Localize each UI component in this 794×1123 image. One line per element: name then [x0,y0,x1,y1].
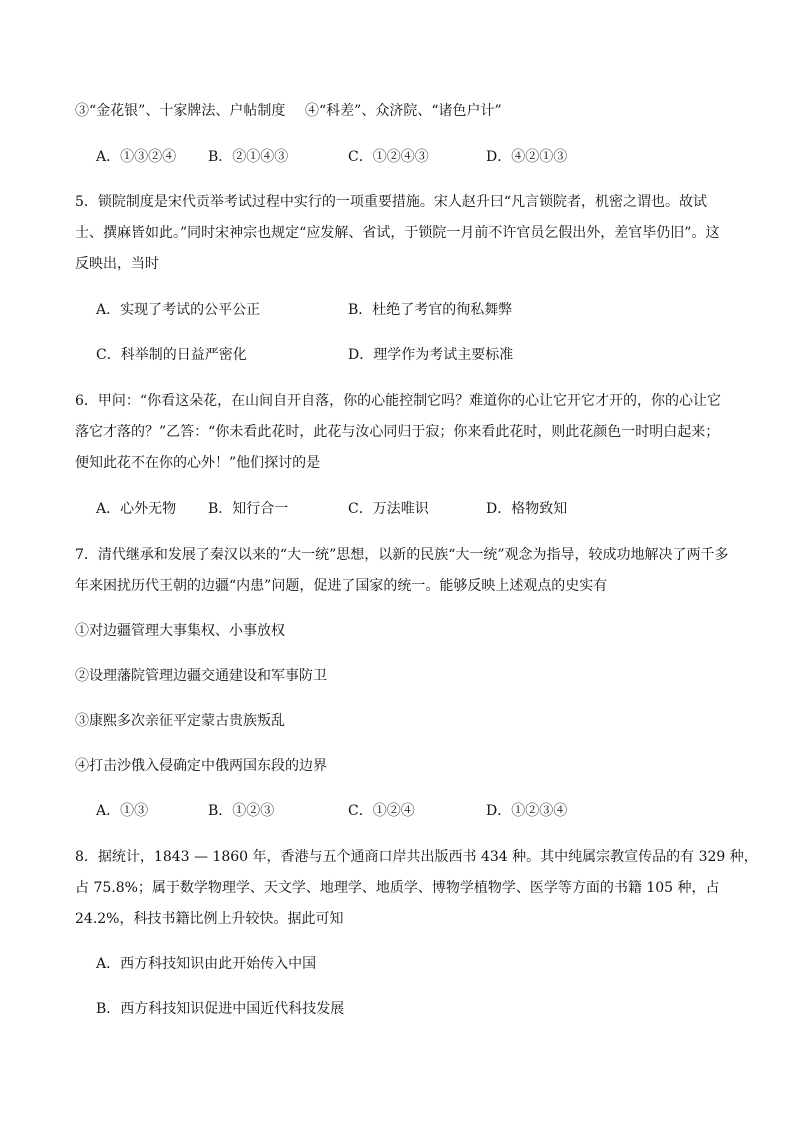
q4-option-b: B．②①④③ [208,149,289,165]
q5-option-d: D．理学作为考试主要标准 [348,347,514,363]
q8-option-a: A．西方科技知识由此开始传入中国 [96,956,317,972]
q7-option-b: B．①②③ [208,803,275,819]
q4-item-3: ③“金花银”、十家牌法、户帖制度 [75,103,286,119]
q8-stem-line-1: 8．据统计，1843 — 1860 年，香港与五个通商口岸共出版西书 434 种。其中纯属宗教宣传品的有 329 种， [75,849,758,865]
q8-option-b: B．西方科技知识促进中国近代科技发展 [96,1001,345,1017]
q6-stem-line-1: 6．甲问：“你看这朵花，在山间自开自落，你的心能控制它吗？难道你的心让它开它才开的，你的心让它 [75,393,722,409]
q7-option-c: C．①②④ [348,803,415,819]
q5-option-b: B．杜绝了考官的徇私舞弊 [348,302,513,318]
q6-option-a: A．心外无物 [96,501,177,517]
q6-option-c: C．万法唯识 [348,501,429,517]
q7-option-a: A．①③ [96,803,149,819]
q7-stem-line-2: 年来困扰历代王朝的边疆“内患”问题，促进了国家的统一。能够反映上述观点的史实有 [75,578,608,594]
q8-stem-line-2: 占 75.8%；属于数学物理学、天文学、地理学、地质学、博物学植物学、医学等方面的书籍 105 种，占 [75,880,720,896]
q6-option-b: B．知行合一 [208,501,289,517]
q4-option-d: D．④②①③ [486,149,568,165]
q7-stem-line-1: 7．清代继承和发展了秦汉以来的“大一统”思想，以新的民族“大一统”观念为指导，较成功地解决了两千多 [75,547,729,563]
q5-option-c: C．科举制的日益严密化 [96,347,247,363]
q7-option-d: D．①②③④ [486,803,568,819]
q6-stem-line-2: 落它才落的？”乙答：“你未看此花时，此花与汝心同归于寂；你来看此花时，则此花颜色一时明白起来； [75,424,720,440]
q6-option-d: D．格物致知 [486,501,568,517]
q7-item-2: ②设理藩院管理边疆交通建设和军事防卫 [75,668,327,684]
q4-option-a: A．①③②④ [96,149,177,165]
q5-stem-line-3: 反映出，当时 [75,256,159,272]
q4-item-4: ④“科差”、众济院、“诸色户计” [305,103,502,119]
q5-stem-line-1: 5．锁院制度是宋代贡举考试过程中实行的一项重要措施。宋人赵升曰“凡言锁院者，机密之谓也。故试 [75,194,708,210]
q4-option-c: C．①②④③ [348,149,429,165]
q7-item-4: ④打击沙俄入侵确定中俄两国东段的边界 [75,758,327,774]
q5-stem-line-2: 士、撰麻皆如此。”同时宋神宗也规定“应发解、省试，于锁院一月前不许官员乞假出外，差官毕仍旧”。这 [75,225,720,241]
q7-item-3: ③康熙多次亲征平定蒙古贵族叛乱 [75,713,285,729]
q8-stem-line-3: 24.2%，科技书籍比例上升较快。据此可知 [75,911,344,927]
q6-stem-line-3: 便知此花不在你的心外！”他们探讨的是 [75,455,321,471]
q7-item-1: ①对边疆管理大事集权、小事放权 [75,623,285,639]
q5-option-a: A．实现了考试的公平公正 [96,302,261,318]
